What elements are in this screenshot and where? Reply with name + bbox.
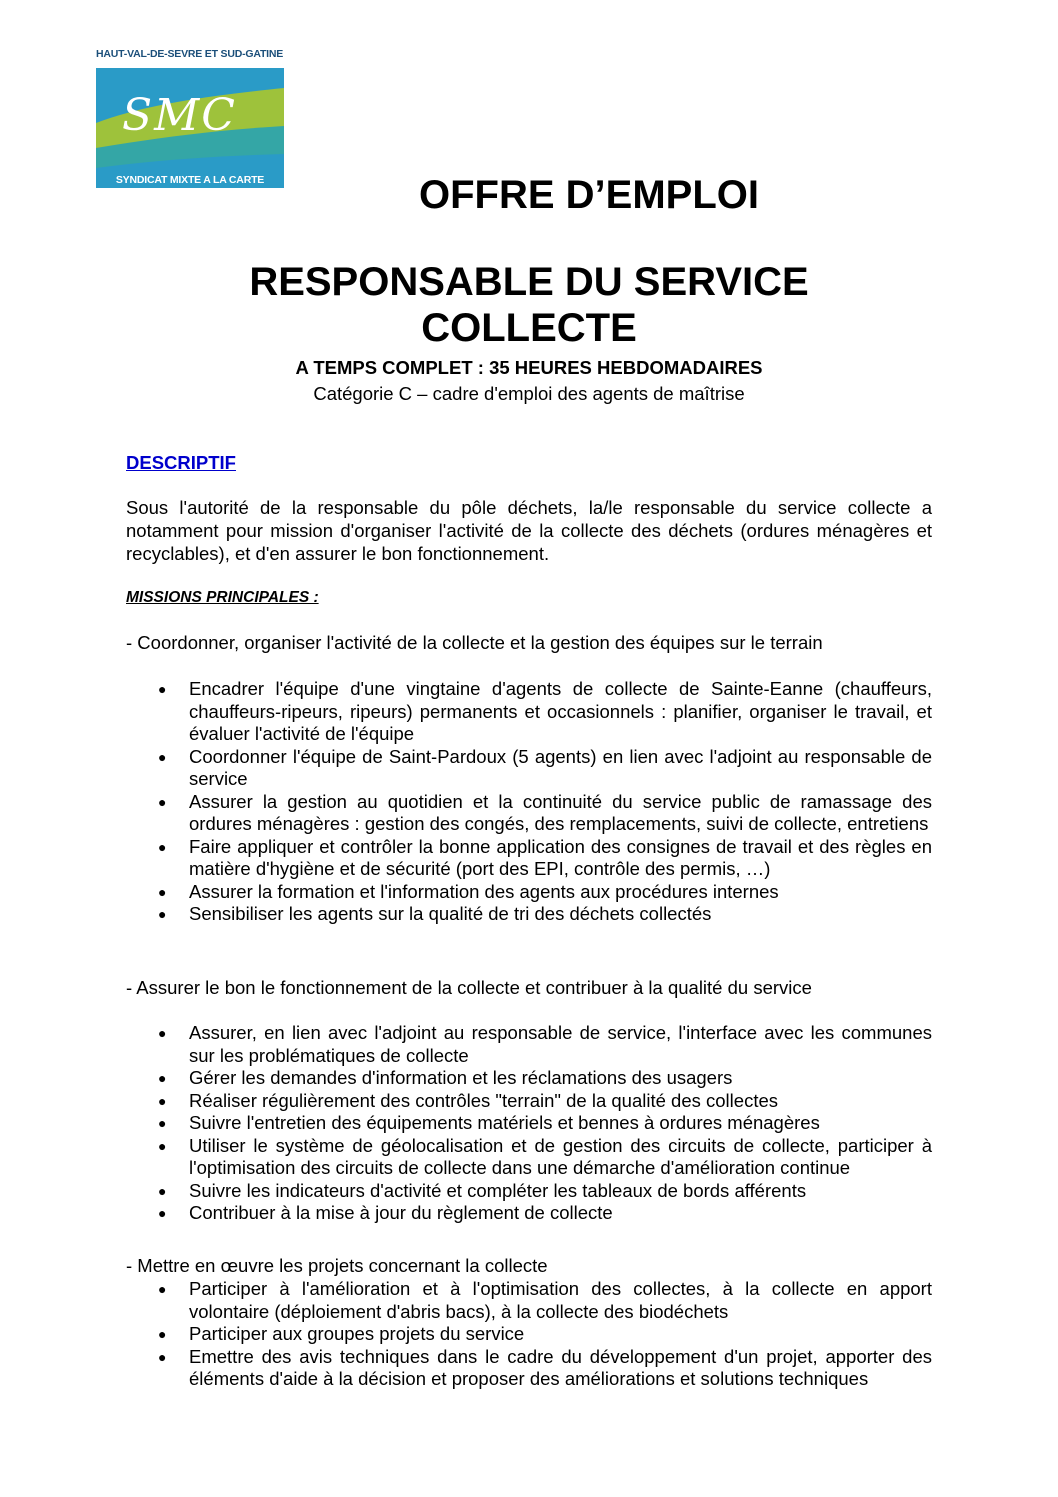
bullet-icon: ● [158, 838, 167, 855]
working-time: A TEMPS COMPLET : 35 HEURES HEBDOMADAIRES [295, 357, 763, 378]
bullet-icon: ● [158, 793, 167, 810]
bullet-icon: ● [158, 1182, 167, 1199]
page-title: OFFRE D’EMPLOI [419, 173, 759, 217]
bullet-icon: ● [158, 1326, 167, 1342]
list-item: ● Assurer la formation et l'information des agents aux procédures internes [158, 880, 779, 902]
list-item: ● Utiliser le système de géolocalisation et de gestion des circuits de collecte, participer à l'optimisation des circuits de collecte dans une démarche d'amélioration continue [158, 1134, 932, 1178]
bullet-icon: ● [158, 883, 167, 900]
smc-logo [96, 48, 286, 190]
list-item: ● Contribuer à la mise à jour du règlement de collecte [158, 1202, 613, 1223]
bullet-icon: ● [158, 1115, 167, 1131]
job-title-line1: RESPONSABLE DU SERVICE [249, 260, 809, 304]
job-category: Catégorie C – cadre d'emploi des agents de maîtrise [313, 383, 745, 404]
logo-letters: SMC [122, 90, 237, 141]
section-1-list [126, 678, 932, 926]
bullet-icon: ● [158, 748, 167, 765]
bullet-icon: ● [158, 1025, 167, 1041]
list-item: ● Suivre les indicateurs d'activité et compléter les tableaux de bords afférents [158, 1179, 807, 1201]
bullet-icon: ● [158, 1348, 167, 1365]
list-item: ● Encadrer l'équipe d'une vingtaine d'agents de collecte de Sainte-Eanne (chauffeurs, chauffeurs-ripeurs, ripeurs) permanents et occasionnels : planifier, organiser le travail, et évaluer l'activité de l'équipe [158, 678, 932, 744]
list-item: ● Faire appliquer et contrôler la bonne application des consignes de travail et des règles en matière d'hygiène et de sécurité (port des EPI, contrôle des permis, …) [158, 835, 932, 879]
list-item: ● Réaliser régulièrement des contrôles "terrain" de la qualité des collectes [158, 1089, 778, 1111]
missions-heading: MISSIONS PRINCIPALES : [126, 589, 319, 606]
section-title-1: - Coordonner, organiser l'activité de la collecte et la gestion des équipes sur le terrain [126, 632, 823, 653]
list-item: ● Sensibiliser les agents sur la qualité de tri des déchets collectés [158, 903, 712, 924]
bullet-icon: ● [158, 906, 167, 922]
list-item: ● Participer aux groupes projets du service [158, 1323, 525, 1344]
logo-top-text: HAUT-VAL-DE-SEVRE ET SUD-GATINE [96, 48, 284, 60]
section-2-list [126, 1022, 932, 1225]
job-title-line2: COLLECTE [421, 306, 637, 350]
intro-paragraph: Sous l'autorité de la responsable du pôle déchets, la/le responsable du service collecte a notamment pour mission d'organiser l'activité de la collecte des déchets (ordures ménagères et recyclables), et d'en assurer le bon fonctionnement. [126, 497, 932, 564]
section-3-list [126, 1278, 932, 1391]
section-title-3: - Mettre en œuvre les projets concernant la collecte [126, 1255, 548, 1276]
bullet-icon: ● [158, 1070, 167, 1086]
list-item: ● Coordonner l'équipe de Saint-Pardoux (5 agents) en lien avec l'adjoint au responsable de service [158, 745, 932, 789]
logo-emblem [96, 68, 284, 188]
bullet-icon: ● [158, 1137, 167, 1154]
bullet-icon: ● [158, 681, 167, 697]
list-item: ● Assurer la gestion au quotidien et la continuité du service public de ramassage des ordures ménagères : gestion des congés, des remplacements, suivi de collecte, entretiens [158, 790, 932, 834]
descriptif-heading[interactable]: DESCRIPTIF [126, 452, 236, 473]
list-item: ● Emettre des avis techniques dans le cadre du développement d'un projet, apporter des éléments d'aide à la décision et proposer des améliorations et solutions techniques [158, 1345, 932, 1389]
list-item: ● Participer à l'amélioration et à l'optimisation des collectes, à la collecte en apport volontaire (déploiement d'abris bacs), à la collecte des biodéchets [158, 1278, 932, 1322]
bullet-icon: ● [158, 1092, 167, 1109]
section-title-2: - Assurer le bon le fonctionnement de la collecte et contribuer à la qualité du service [126, 977, 812, 998]
bullet-icon: ● [158, 1281, 167, 1297]
bullet-icon: ● [158, 1205, 167, 1221]
list-item: ● Suivre l'entretien des équipements matériels et bennes à ordures ménagères [158, 1112, 820, 1133]
list-item: ● Gérer les demandes d'information et les réclamations des usagers [158, 1067, 733, 1088]
list-item: ● Assurer, en lien avec l'adjoint au responsable de service, l'interface avec les communes sur les problématiques de collecte [158, 1022, 932, 1066]
job-title [0, 259, 1058, 351]
logo-bottom-text: SYNDICAT MIXTE A LA CARTE [115, 174, 265, 186]
